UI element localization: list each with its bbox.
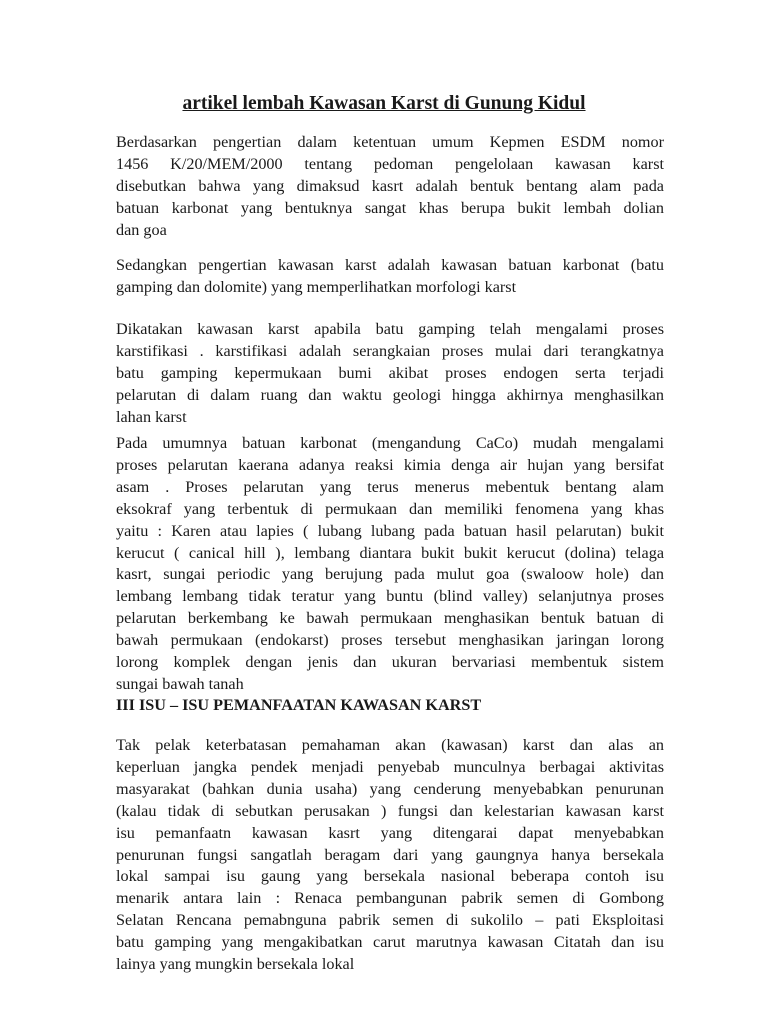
text-line: batu gamping yang mengakibatkan carut marutnya kawasan Citatah dan isu — [116, 933, 664, 952]
text-line: bawah permukaan (endokarst) proses tersebut menghasikan jaringan lorong — [116, 631, 664, 650]
paragraph-dissolution — [116, 433, 664, 696]
text-line: lainya yang mungkin bersekala lokal — [116, 955, 355, 974]
text-line: Pada umumnya batuan karbonat (mengandung CaCo) mudah mengalami — [116, 434, 664, 452]
text-line: keperluan jangka pendek menjadi penyebab munculnya berbagai aktivitas — [116, 757, 664, 776]
text-line: gamping dan dolomite) yang memperlihatkan morfologi karst — [116, 277, 517, 296]
text-line: proses pelarutan kaerana adanya reaksi kimia denga air hujan yang bersifat — [116, 455, 664, 474]
text-line: menarik antara lain : Renaca pembangunan pabrik semen di Gombong — [116, 889, 664, 908]
text-line: penurunan fungsi sangatlah beragam dari yang gaungnya hanya bersekala — [116, 845, 664, 864]
text-line: disebutkan bahwa yang dimaksud kasrt adalah bentuk bentang alam pada — [116, 176, 664, 195]
document-title: artikel lembah Kawasan Karst di Gunung Kidul — [182, 93, 586, 114]
text-line: karstifikasi . karstifikasi adalah serangkaian proses mulai dari terangkatnya — [116, 341, 664, 360]
text-line: lorong komplek dengan jenis dan ukuran bervariasi membentuk sistem — [116, 653, 664, 672]
paragraph-karstification — [116, 319, 664, 429]
text-line: (kalau tidak di sebutkan perusakan ) fungsi dan kelestarian kawasan karst — [116, 801, 664, 820]
text-line: sungai bawah tanah — [116, 674, 244, 693]
text-line: pelarutan di dalam ruang dan waktu geologi hingga akhirnya menghasilkan — [116, 385, 664, 404]
text-line: 1456 K/20/MEM/2000 tentang pedoman pengelolaan kawasan karst — [116, 154, 664, 173]
text-line: masyarakat (bahkan dunia usaha) yang cenderung menyebabkan penurunan — [116, 779, 664, 798]
text-line: lahan karst — [116, 407, 187, 426]
text-line: batuan karbonat yang bentuknya sangat khas berupa bukit lembah dolian — [116, 198, 664, 217]
text-line: Dikatakan kawasan karst apabila batu gamping telah mengalami proses — [116, 320, 664, 338]
text-line: Selatan Rencana pemabnguna pabrik semen di sukolilo – pati Eksploitasi — [116, 911, 664, 930]
text-line: lembang lembang tidak teratur yang buntu (blind valley) selanjutnya proses — [116, 587, 664, 606]
text-line: eksokraf yang terbentuk di permukaan dan memiliki fenomena yang khas — [116, 499, 664, 518]
text-line: asam . Proses pelarutan yang terus menerus mebentuk bentang alam — [116, 477, 664, 496]
text-line: isu pemanfaatn kawasan kasrt yang ditengarai dapat menyebabkan — [116, 823, 664, 842]
text-line: Tak pelak keterbatasan pemahaman akan (kawasan) karst dan alas an — [116, 736, 664, 754]
text-line: Berdasarkan pengertian dalam ketentuan umum Kepmen ESDM nomor — [116, 133, 664, 151]
paragraph-issues — [116, 735, 664, 976]
text-line: pelarutan berkembang ke bawah permukaan menghasikan bentuk batuan di — [116, 609, 664, 628]
paragraph-definition — [116, 132, 664, 242]
section-heading: III ISU – ISU PEMANFAATAN KAWASAN KARST — [116, 696, 482, 714]
text-line: batu gamping kepermukaan bumi akibat proses endogen serta terjadi — [116, 363, 664, 382]
text-line: yaitu : Karen atau lapies ( lubang lubang pada batuan hasil pelarutan) bukit — [116, 521, 664, 540]
text-line: lokal sampai isu gaung yang bersekala nasional beberapa contoh isu — [116, 867, 664, 886]
text-line: Sedangkan pengertian kawasan karst adalah kawasan batuan karbonat (batu — [116, 256, 664, 274]
text-line: dan goa — [116, 220, 167, 239]
paragraph-karst-area — [116, 255, 664, 299]
text-line: kerucut ( canical hill ), lembang diantara bukit bukit kerucut (dolina) telaga — [116, 543, 664, 562]
text-line: kasrt, sungai periodic yang berujung pada mulut goa (swaloow hole) dan — [116, 565, 664, 584]
